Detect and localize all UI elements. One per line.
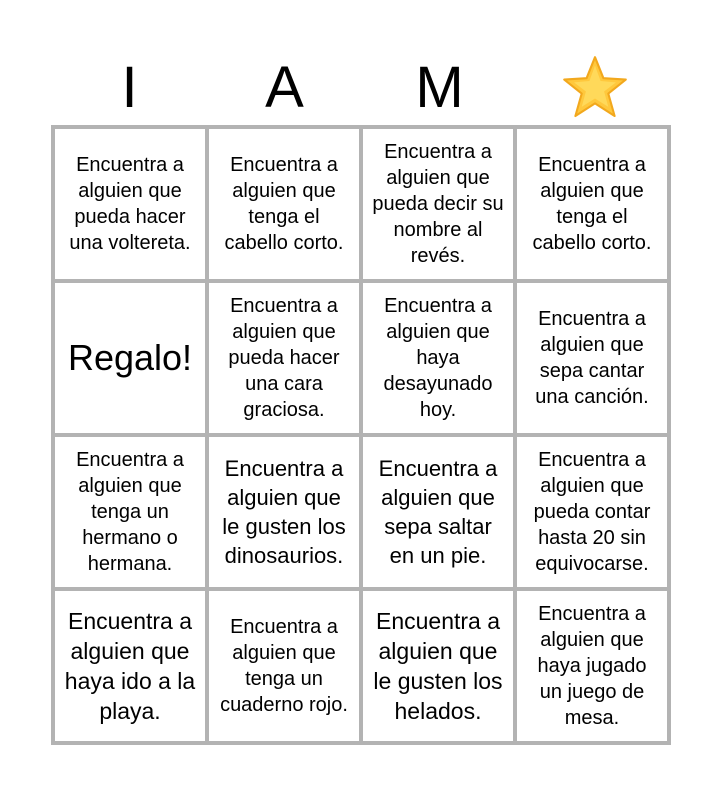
- bingo-cell[interactable]: Encuentra a alguien que pueda hacer una voltereta.: [55, 129, 205, 279]
- bingo-cell[interactable]: Encuentra a alguien que haya desayunado hoy.: [363, 283, 513, 433]
- header-letter-a: A: [265, 55, 304, 120]
- bingo-cell[interactable]: Encuentra a alguien que pueda decir su nombre al revés.: [363, 129, 513, 279]
- bingo-cell[interactable]: Encuentra a alguien que haya ido a la playa.: [55, 591, 205, 741]
- bingo-cell[interactable]: Encuentra a alguien que tenga el cabello corto.: [209, 129, 359, 279]
- bingo-cell[interactable]: Encuentra a alguien que tenga un cuaderno rojo.: [209, 591, 359, 741]
- bingo-cell[interactable]: Encuentra a alguien que sepa cantar una canción.: [517, 283, 667, 433]
- bingo-cell[interactable]: Encuentra a alguien que pueda hacer una cara graciosa.: [209, 283, 359, 433]
- bingo-grid: [51, 125, 671, 745]
- bingo-cell[interactable]: Encuentra a alguien que le gusten los helados.: [363, 591, 513, 741]
- header-letter-m: M: [415, 55, 464, 120]
- bingo-cell[interactable]: Encuentra a alguien que le gusten los dinosaurios.: [209, 437, 359, 587]
- header-letter-i: I: [121, 55, 138, 120]
- bingo-header: [52, 50, 672, 126]
- bingo-cell[interactable]: Encuentra a alguien que tenga un hermano o hermana.: [55, 437, 205, 587]
- bingo-cell[interactable]: Encuentra a alguien que pueda contar hasta 20 sin equivocarse.: [517, 437, 667, 587]
- free-space-cell[interactable]: Regalo!: [55, 283, 205, 433]
- bingo-cell[interactable]: Encuentra a alguien que tenga el cabello corto.: [517, 129, 667, 279]
- bingo-cell[interactable]: Encuentra a alguien que sepa saltar en un pie.: [363, 437, 513, 587]
- star-icon: [560, 53, 630, 123]
- header-star: [517, 50, 672, 126]
- bingo-cell[interactable]: Encuentra a alguien que haya jugado un juego de mesa.: [517, 591, 667, 741]
